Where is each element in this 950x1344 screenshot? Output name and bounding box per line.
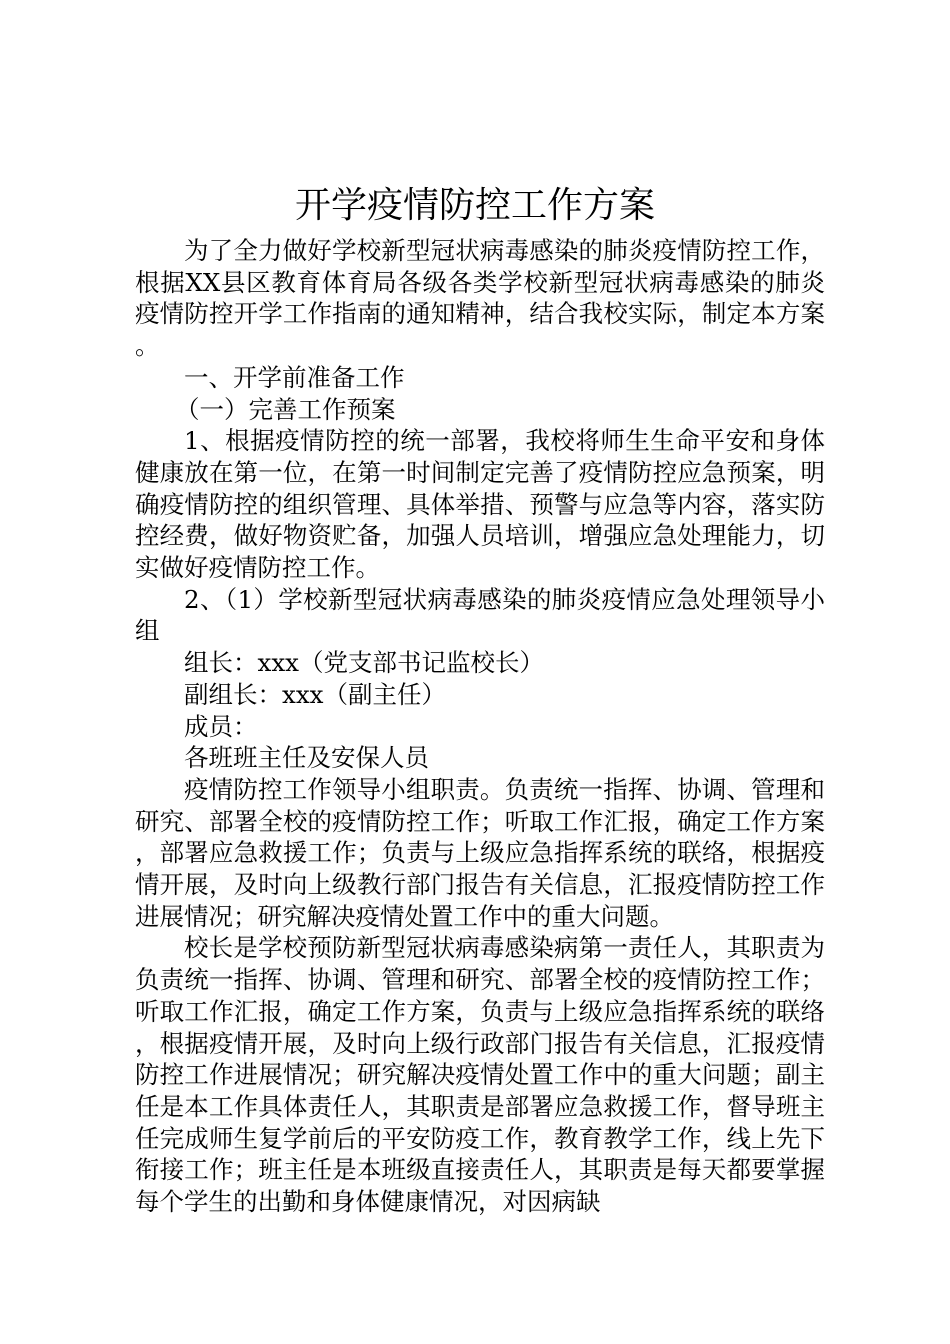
heading-section-1: 一、开学前准备工作: [184, 362, 405, 392]
paragraph-principal-duties: 校长是学校预防新型冠状病毒感染病第一责任人，其职责为负责统一指挥、协调、管理和研究、部署全校的疫情防控工作；听取工作汇报，确定工作方案，负责与上级应急指挥系统的联络，根据疫情开展，及时向上级行政部门报告有关信息，汇报疫情防控工作进展情况；研究解决疫情处置工作中的重大问题；副主任是本工作具体责任人，其职责是部署应急救援工作，督导班主任完成师生复学前后的平安防疫工作，教育教学工作，线上先下衔接工作；班主任是本班级直接责任人，其职责是每天都要掌握每个学生的出勤和身体健康情况，对因病缺: [135, 933, 825, 1217]
paragraph-members-label: 成员：: [184, 711, 258, 741]
paragraph-members: 各班班主任及安保人员: [184, 743, 429, 773]
heading-subsection-1: （一）完善工作预案: [175, 394, 396, 424]
paragraph-deputy-leader: 副组长：xxx（副主任）: [184, 679, 446, 709]
paragraph-group-duties: 疫情防控工作领导小组职责。负责统一指挥、协调、管理和研究、部署全校的疫情防控工作；听取工作汇报，确定工作方案，部署应急救援工作；负责与上级应急指挥系统的联络，根据疫情开展，及时向上级教行部门报告有关信息，汇报疫情防控工作进展情况；研究解决疫情处置工作中的重大问题。: [135, 774, 825, 931]
paragraph-intro: 为了全力做好学校新型冠状病毒感染的肺炎疫情防控工作，根据XX县区教育体育局各级各类学校新型冠状病毒感染的肺炎疫情防控开学工作指南的通知精神，结合我校实际，制定本方案。: [135, 236, 825, 361]
paragraph-item-1: 1、根据疫情防控的统一部署，我校将师生生命平安和身体健康放在第一位，在第一时间制定完善了疫情防控应急预案，明确疫情防控的组织管理、具体举措、预警与应急等内容，落实防控经费，做好物资贮备，加强人员培训，增强应急处理能力，切实做好疫情防控工作。: [135, 426, 825, 583]
paragraph-leader: 组长：xxx（党支部书记监校长）: [184, 648, 544, 678]
document-title: 开学疫情防控工作方案: [294, 185, 655, 226]
paragraph-item-2: 2、（1）学校新型冠状病毒感染的肺炎疫情应急处理领导小组: [135, 584, 825, 646]
document-body: [135, 235, 825, 1218]
